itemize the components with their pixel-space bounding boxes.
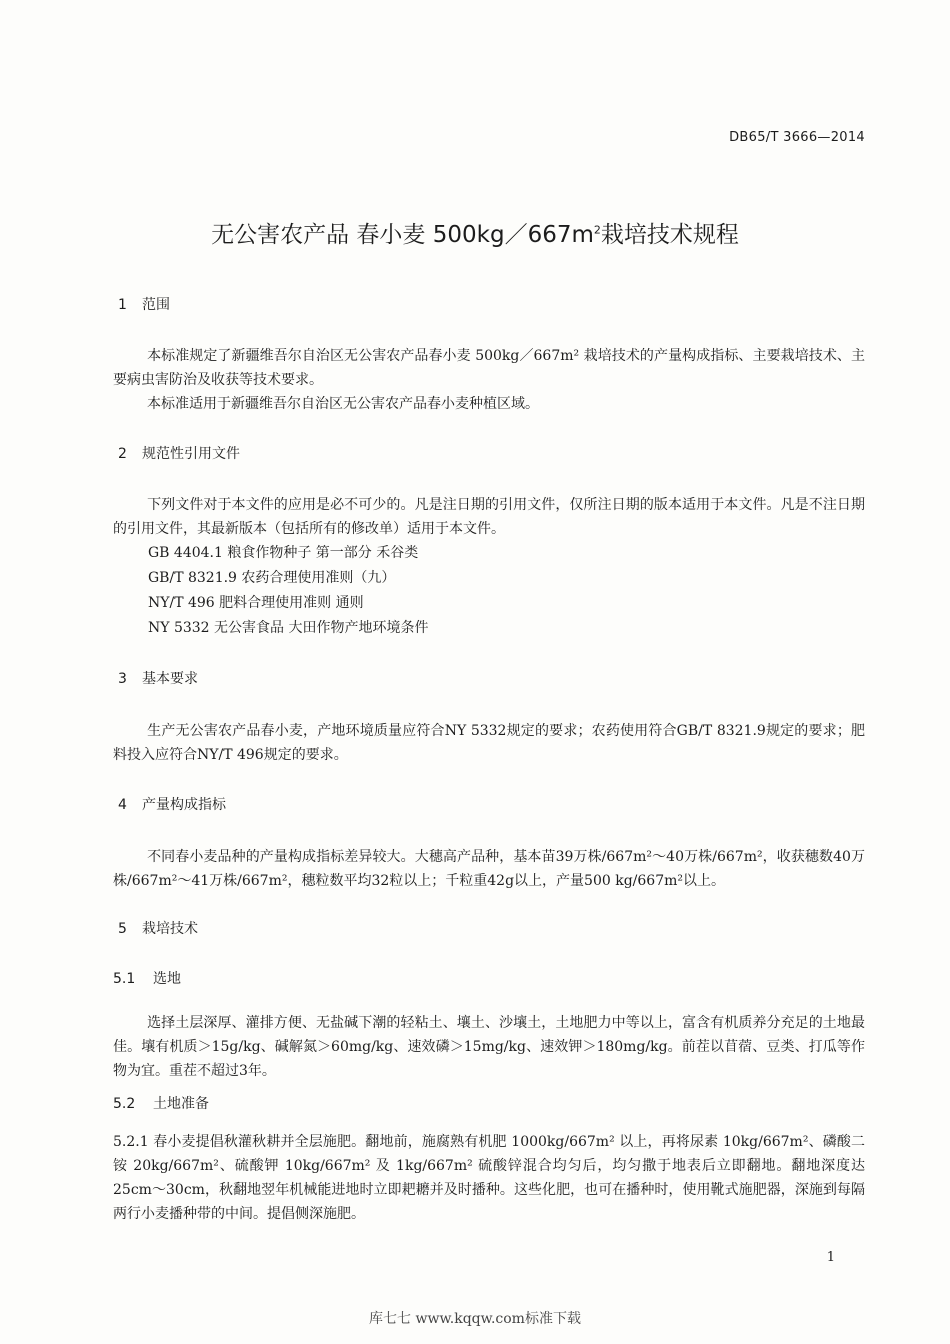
section-1-paragraph-2: 本标准适用于新疆维吾尔自治区无公害农产品春小麦种植区域。 [147, 396, 539, 412]
title-main: 无公害农产品 春小麦 500kg／667m [211, 222, 594, 248]
section-title: 栽培技术 [142, 921, 198, 937]
section-number: 5 [118, 921, 127, 937]
section-number: 2 [118, 446, 127, 462]
section-title: 范围 [142, 297, 170, 313]
section-1-paragraph-1: 本标准规定了新疆维吾尔自治区无公害农产品春小麦 500kg／667m² 栽培技术的产量构成指标、主要栽培技术、主要病虫害防治及收获等技术要求。 [113, 348, 865, 388]
section-3-paragraph-1: 生产无公害农产品春小麦，产地环境质量应符合NY 5332规定的要求；农药使用符合GB/T 8321.9规定的要求；肥料投入应符合NY/T 496规定的要求。 [113, 723, 865, 763]
section-title: 产量构成指标 [142, 797, 226, 813]
section-1-heading [118, 294, 170, 314]
section-4-paragraph-1: 不同春小麦品种的产量构成指标差异较大。大穗高产品种，基本苗39万株/667m²～40万株/667m²，收获穗数40万株/667m²～41万株/667m²，穗粒数平均32粒以上；千粒重42g以上，产量500 kg/667m²以上。 [113, 849, 865, 889]
reference-item: NY/T 496 肥料合理使用准则 通则 [148, 595, 364, 611]
section-5-2-paragraph-1: 5.2.1 春小麦提倡秋灌秋耕并全层施肥。翻地前，施腐熟有机肥 1000kg/667m² 以上，再将尿素 10kg/667m²、磷酸二铵 20kg/667m²、硫酸钾 10kg/667m² 及 1kg/667m² 硫酸锌混合均匀后，均匀撒于地表后立即翻地。翻地深度达 25cm～30cm，秋翻地翌年机械能进地时立即耙耱并及时播种。这些化肥，也可在播种时，使用靴式施肥器，深施到每隔两行小麦播种带的中间。提倡侧深施肥。 [113, 1134, 865, 1222]
section-5-heading [118, 918, 198, 938]
section-number: 3 [118, 671, 127, 687]
document-title [0, 216, 950, 249]
reference-item: NY 5332 无公害食品 大田作物产地环境条件 [148, 620, 429, 636]
section-3-heading [118, 668, 198, 688]
section-2-heading [118, 443, 240, 463]
section-number: 5.2 [113, 1096, 136, 1112]
section-5-2-heading [113, 1093, 209, 1113]
reference-item: GB/T 8321.9 农药合理使用准则（九） [148, 570, 396, 586]
section-number: 4 [118, 797, 127, 813]
section-4-heading [118, 794, 226, 814]
page-number: 1 [826, 1250, 835, 1265]
section-number: 5.1 [113, 971, 136, 987]
section-number: 1 [118, 297, 127, 313]
section-title: 选地 [153, 971, 181, 987]
section-5-1-paragraph-1: 选择土层深厚、灌排方便、无盐碱下潮的轻粘土、壤土、沙壤土，土地肥力中等以上，富含有机质养分充足的土地最佳。壤有机质＞15g/kg、碱解氮＞60mg/kg、速效磷＞15mg/kg、速效钾＞180mg/kg。前茬以苜蓿、豆类、打瓜等作物为宜。重茬不超过3年。 [113, 1015, 865, 1079]
title-suffix: 栽培技术规程 [600, 222, 739, 248]
section-5-1-heading [113, 968, 181, 988]
reference-item: GB 4404.1 粮食作物种子 第一部分 禾谷类 [148, 545, 419, 561]
section-title: 土地准备 [153, 1096, 209, 1112]
section-2-paragraph-1: 下列文件对于本文件的应用是必不可少的。凡是注日期的引用文件，仅所注日期的版本适用于本文件。凡是不注日期的引用文件，其最新版本（包括所有的修改单）适用于本文件。 [113, 497, 865, 537]
section-title: 基本要求 [142, 671, 198, 687]
title-superscript: 2 [593, 223, 601, 237]
watermark: 库七七 www.kqqw.com标准下载 [369, 1311, 581, 1327]
standard-code: DB65/T 3666—2014 [729, 130, 865, 145]
section-title: 规范性引用文件 [142, 446, 240, 462]
